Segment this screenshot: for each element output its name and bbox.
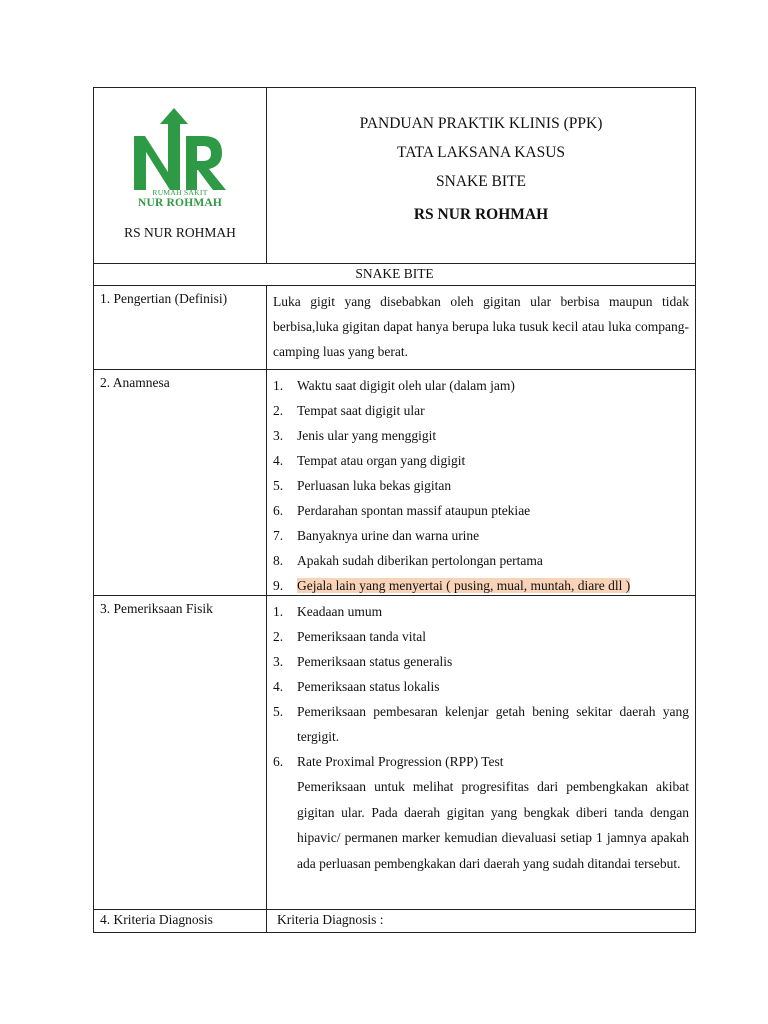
list-item: 2. Tempat saat digigit ular: [273, 403, 425, 418]
list-item: 2. Pemeriksaan tanda vital: [273, 629, 426, 644]
list-item: 4. Tempat atau organ yang digigit: [273, 453, 466, 468]
anamnesa-content: [267, 370, 695, 595]
row-anamnesa: [94, 369, 695, 595]
pengertian-label: 1. Pengertian (Definisi): [94, 286, 267, 369]
list-item: 4. Pemeriksaan status lokalis: [273, 679, 440, 694]
anamnesa-label: 2. Anamnesa: [94, 370, 267, 595]
anamnesa-list: [273, 373, 689, 598]
hospital-title: RS NUR ROHMAH: [413, 206, 549, 223]
pemeriksaan-list: [273, 599, 689, 774]
ppk-document-table: [93, 87, 696, 933]
row-pengertian: [94, 285, 695, 369]
list-item: 6. Rate Proximal Progression (RPP) Test: [273, 754, 504, 769]
document-title-line-1: PANDUAN PRAKTIK KLINIS (PPK): [359, 115, 603, 132]
list-item: 5. Perluasan luka bekas gigitan: [273, 478, 452, 493]
section-title: SNAKE BITE: [94, 263, 695, 285]
pengertian-text: Luka gigit yang disebabkan oleh gigitan ular berbisa maupun tidak berbisa,luka gigitan dapat hanya berupa luka tusuk kecil atau luka compang-camping luas yang berat.: [273, 294, 689, 359]
kriteria-text: Kriteria Diagnosis :: [277, 912, 384, 927]
document-title-line-2: TATA LAKSANA KASUS: [396, 144, 566, 161]
highlighted-text: Gejala lain yang menyertai ( pusing, mual, muntah, diare dll ): [297, 578, 631, 593]
kriteria-label: 4. Kriteria Diagnosis: [94, 910, 267, 932]
list-item: 1. Keadaan umum: [273, 604, 383, 619]
row-kriteria-diagnosis: [94, 909, 695, 932]
list-item: 3. Jenis ular yang menggigit: [273, 428, 437, 443]
logo-hospital-name: NUR ROHMAH: [137, 197, 223, 209]
hospital-logo-icon: [130, 106, 230, 192]
rpp-description: Pemeriksaan untuk melihat progresifitas dari pembengkakan akibat gigitan ular. Pada daerah gigitan yang bengkak diberi tanda dengan hipavic/ permanen marker kemudian dievaluasi setiap 1 jamnya apakah ada perluasan pembengkakan dari daerah yang sudah ditandai tersebut.: [297, 779, 689, 871]
list-item: 8. Apakah sudah diberikan pertolongan pertama: [273, 553, 543, 568]
list-item: 3. Pemeriksaan status generalis: [273, 654, 453, 669]
logo-small-text: RUMAH SAKIT: [152, 188, 208, 197]
logo-cell: [94, 88, 267, 263]
hospital-label: RS NUR ROHMAH: [124, 225, 236, 240]
list-item: 5. Pemeriksaan pembesaran kelenjar getah bening sekitar daerah yang tergigit.: [273, 704, 689, 744]
pemeriksaan-content: [267, 596, 695, 909]
list-item: 1. Waktu saat digigit oleh ular (dalam jam): [273, 378, 515, 393]
list-item: 7. Banyaknya urine dan warna urine: [273, 528, 480, 543]
title-cell: [267, 88, 695, 263]
list-item-highlighted: 9. Gejala lain yang menyertai ( pusing, mual, muntah, diare dll ): [273, 578, 631, 593]
row-pemeriksaan-fisik: [94, 595, 695, 909]
list-item: 6. Perdarahan spontan massif ataupun ptekiae: [273, 503, 531, 518]
header-row: [94, 88, 695, 263]
document-title-line-3: SNAKE BITE: [436, 173, 526, 190]
pemeriksaan-label: 3. Pemeriksaan Fisik: [94, 596, 267, 909]
